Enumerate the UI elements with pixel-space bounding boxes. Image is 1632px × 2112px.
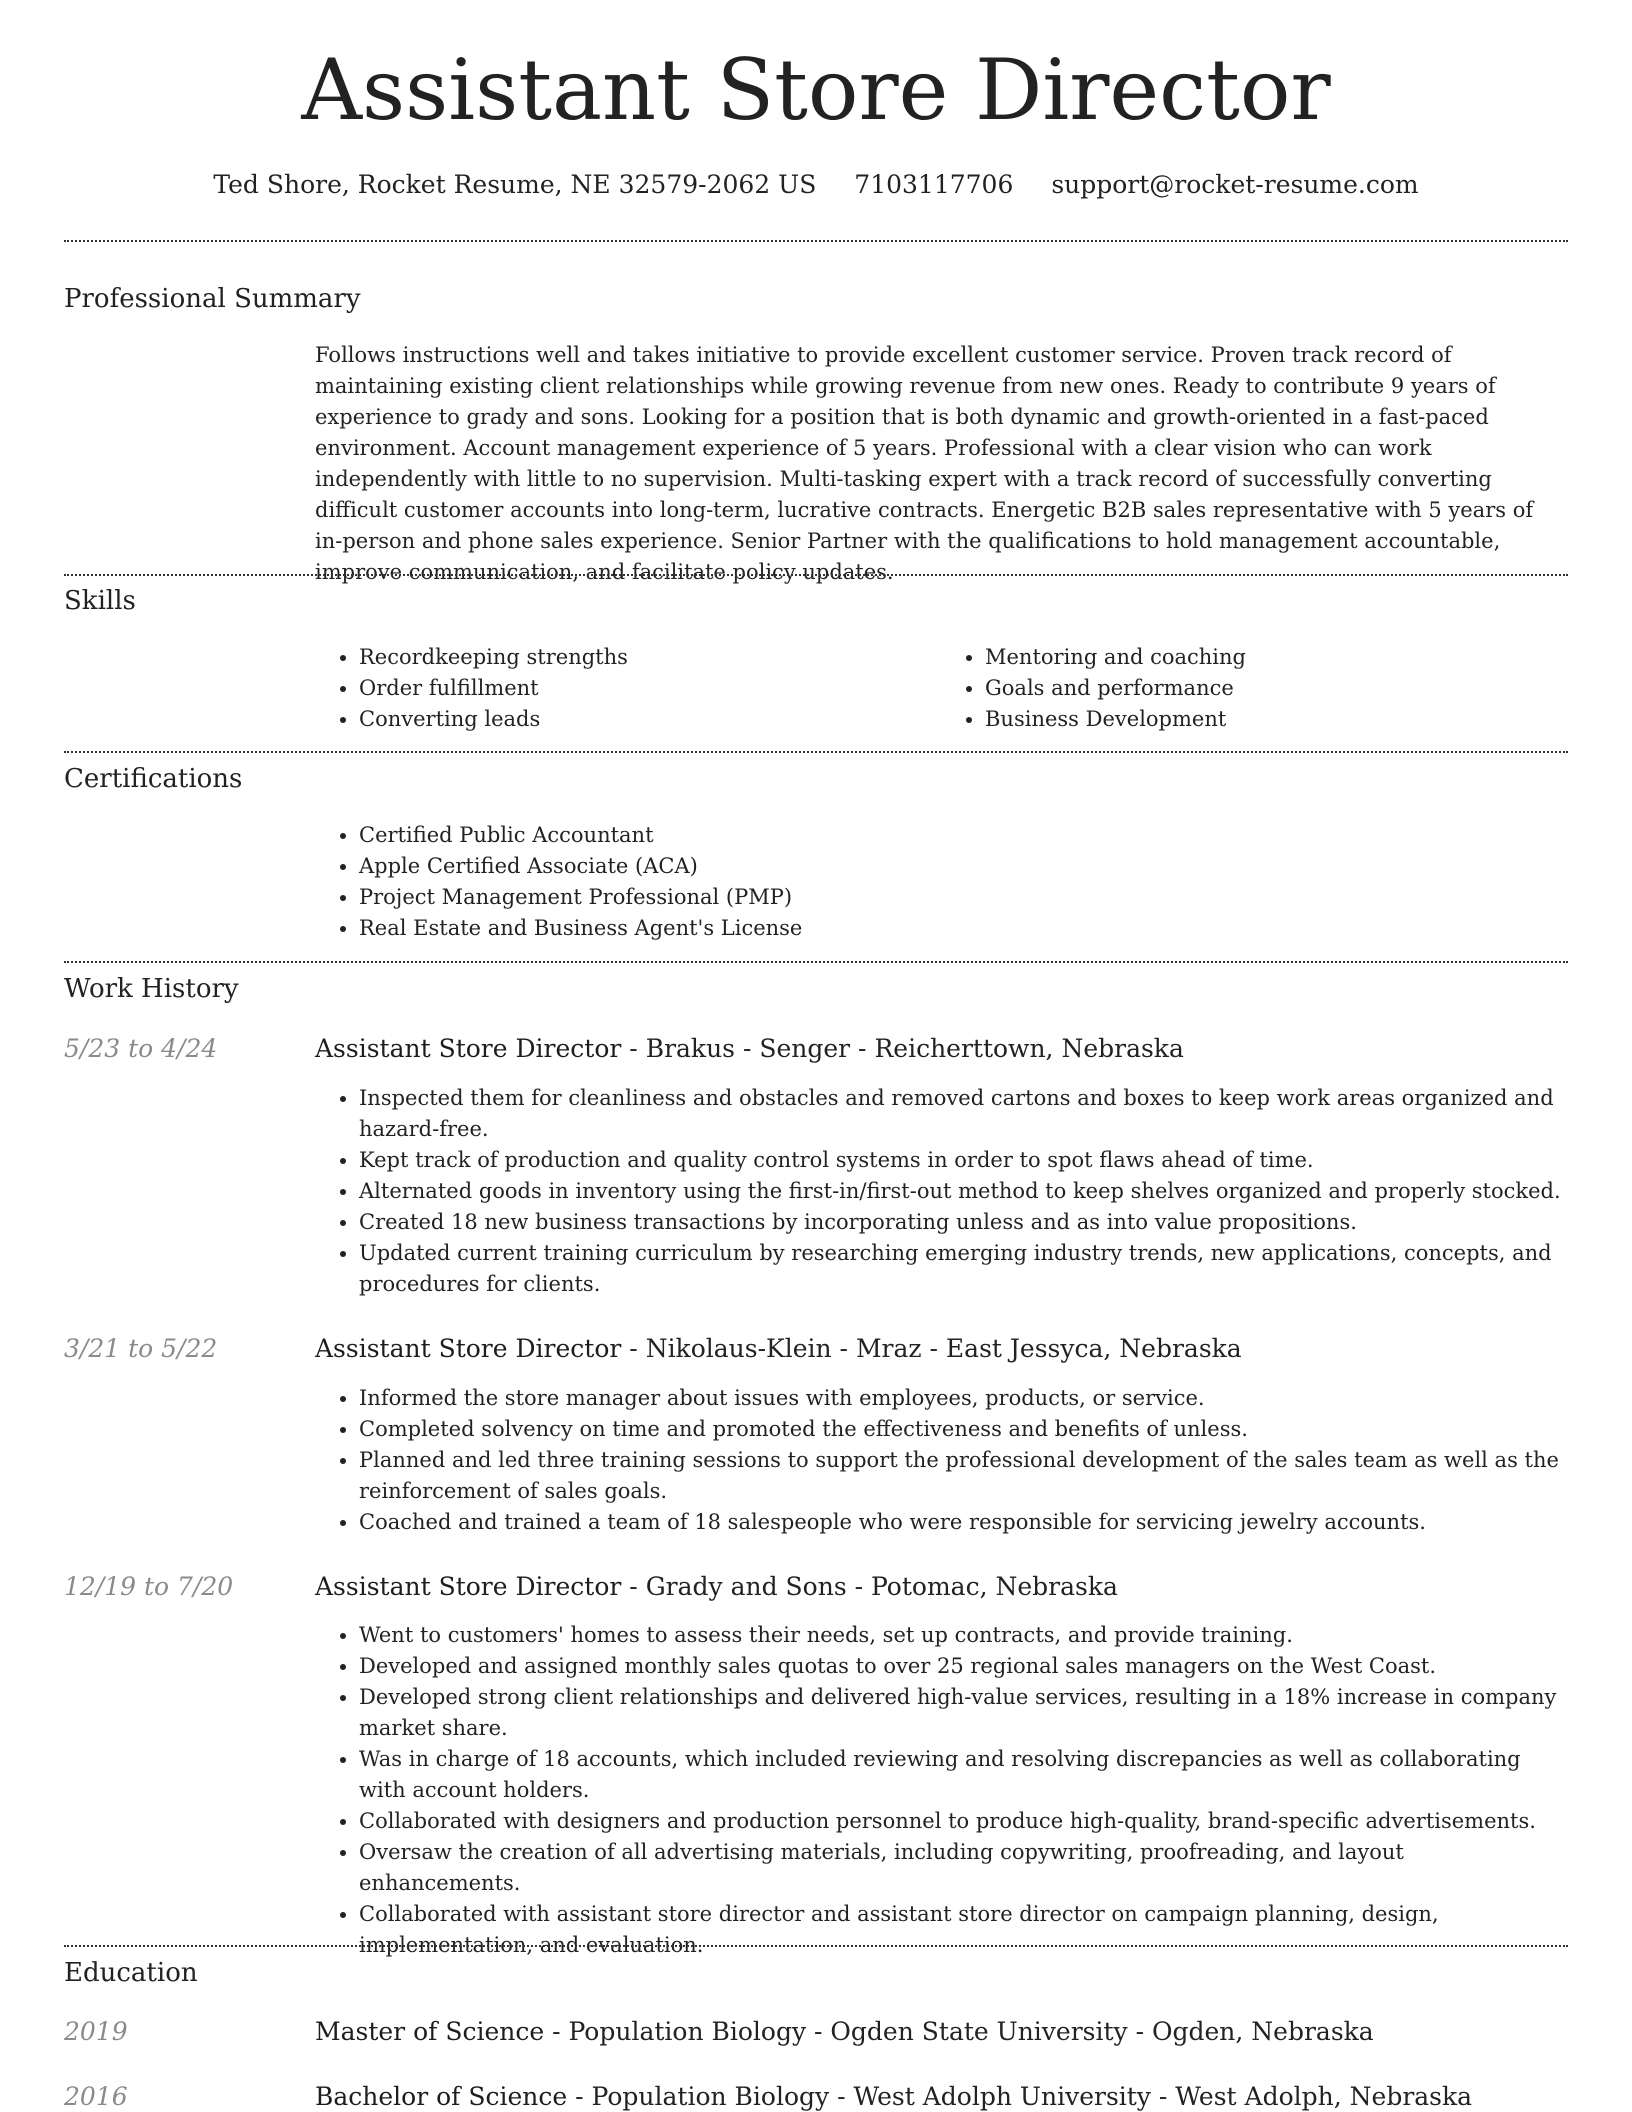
skill-item: • Mentoring and coaching (985, 642, 1567, 673)
job-bullet: • Kept track of production and quality control systems in order to spot flaws ahead of time. (359, 1145, 1567, 1176)
skill-item: • Business Development (985, 704, 1567, 735)
summary-body (315, 340, 1567, 588)
job-role: Assistant Store Director (315, 1034, 622, 1063)
job-dates: 12/19 to 7/20 (64, 1572, 234, 1601)
job-bullet: • Went to customers' homes to assess their needs, set up contracts, and provide training. (359, 1620, 1567, 1651)
education-entry (315, 2082, 1472, 2112)
job-bullet: • Collaborated with assistant store director and assistant store director on campaign planning, design, implementation, and evaluation. (359, 1899, 1567, 1961)
job-bullet: • Coached and trained a team of 18 salespeople who were responsible for servicing jewelry accounts. (359, 1507, 1567, 1538)
job-dates: 3/21 to 5/22 (64, 1334, 218, 1363)
education-detail: - Population Biology - West Adolph University - West Adolph, Nebraska (575, 2082, 1473, 2111)
work-history-heading: Work History (64, 974, 239, 1004)
education-degree: Bachelor of Science (315, 2082, 568, 2111)
job-bullets (315, 1083, 1567, 1300)
skills-heading: Skills (64, 586, 136, 616)
certifications-list (315, 820, 1567, 944)
skills-column-right (941, 642, 1567, 735)
certification-item: • Apple Certified Associate (ACA) (359, 851, 1567, 882)
skills-column-left (315, 642, 941, 735)
education-year: 2016 (64, 2082, 128, 2111)
skill-item: • Goals and performance (985, 673, 1567, 704)
skill-item: • Recordkeeping strengths (359, 642, 941, 673)
education-degree: Master of Science (315, 2017, 545, 2046)
education-heading: Education (64, 1958, 198, 1988)
education-year: 2019 (64, 2017, 128, 2046)
skill-item: • Converting leads (359, 704, 941, 735)
summary-text: Follows instructions well and takes initiative to provide excellent customer service. Proven track record of maintaining existing client relationships while growing revenue from new ones. Ready to contribute 9 years of experience to grady and sons. Looking for a position that is both dynamic and growth-oriented in a fast-paced environment. Account management experience of 5 years. Professional with a clear vision who can work independently with little to no supervision. Multi-tasking expert with a track record of successfully converting difficult customer accounts into long-term, lucrative contracts. Energetic B2B sales representative with 5 years of in-person and phone sales experience. Senior Partner with the qualifications to hold management accountable, improve communication, and facilitate policy updates. (315, 343, 1534, 584)
contact-address: Ted Shore, Rocket Resume, NE 32579-2062 US (213, 170, 817, 199)
certification-item: • Real Estate and Business Agent's License (359, 913, 1567, 944)
job-bullet: • Oversaw the creation of all advertising materials, including copywriting, proofreading, and layout enhancements. (359, 1837, 1567, 1899)
summary-heading: Professional Summary (64, 284, 361, 314)
job-bullet: • Informed the store manager about issues with employees, products, or service. (359, 1383, 1567, 1414)
job-role: Assistant Store Director (315, 1572, 622, 1601)
job-heading (315, 1334, 1242, 1364)
section-divider (64, 240, 1568, 242)
job-bullets (315, 1383, 1567, 1538)
job-bullet: • Created 18 new business transactions by incorporating unless and as into value propositions. (359, 1207, 1567, 1238)
certification-item: • Certified Public Accountant (359, 820, 1567, 851)
skill-item: • Order fulfillment (359, 673, 941, 704)
job-org: - Grady and Sons - Potomac, Nebraska (629, 1572, 1118, 1601)
job-bullets (315, 1620, 1567, 1961)
section-divider (64, 574, 1568, 576)
contact-phone: 7103117706 (854, 170, 1014, 199)
job-bullet: • Was in charge of 18 accounts, which included reviewing and resolving discrepancies as well as collaborating with account holders. (359, 1744, 1567, 1806)
certifications-heading: Certifications (64, 764, 243, 794)
contact-line (0, 170, 1632, 200)
section-divider (64, 1945, 1568, 1947)
job-bullet: • Inspected them for cleanliness and obstacles and removed cartons and boxes to keep work areas organized and hazard-free. (359, 1083, 1567, 1145)
job-bullet: • Completed solvency on time and promoted the effectiveness and benefits of unless. (359, 1414, 1567, 1445)
document-title: Assistant Store Director (301, 41, 1331, 139)
education-entry (315, 2017, 1374, 2047)
job-org: - Nikolaus-Klein - Mraz - East Jessyca, Nebraska (629, 1334, 1242, 1363)
job-heading (315, 1034, 1184, 1064)
contact-email: support@rocket-resume.com (1051, 170, 1419, 199)
section-divider (64, 961, 1568, 963)
job-role: Assistant Store Director (315, 1334, 622, 1363)
section-divider (64, 751, 1568, 753)
job-org: - Brakus - Senger - Reicherttown, Nebraska (629, 1034, 1184, 1063)
job-bullet: • Collaborated with designers and production personnel to produce high-quality, brand-specific advertisements. (359, 1806, 1567, 1837)
job-bullet: • Developed and assigned monthly sales quotas to over 25 regional sales managers on the West Coast. (359, 1651, 1567, 1682)
job-dates: 5/23 to 4/24 (64, 1034, 218, 1063)
skills-list (315, 642, 1567, 735)
job-bullet: • Planned and led three training sessions to support the professional development of the sales team as well as the reinforcement of sales goals. (359, 1445, 1567, 1507)
job-bullet: • Updated current training curriculum by researching emerging industry trends, new applications, concepts, and procedures for clients. (359, 1238, 1567, 1300)
job-bullet: • Developed strong client relationships and delivered high-value services, resulting in a 18% increase in company market share. (359, 1682, 1567, 1744)
education-detail: - Population Biology - Ogden State University - Ogden, Nebraska (552, 2017, 1374, 2046)
job-bullet: • Alternated goods in inventory using the first-in/first-out method to keep shelves organized and properly stocked. (359, 1176, 1567, 1207)
job-heading (315, 1572, 1118, 1602)
certification-item: • Project Management Professional (PMP) (359, 882, 1567, 913)
